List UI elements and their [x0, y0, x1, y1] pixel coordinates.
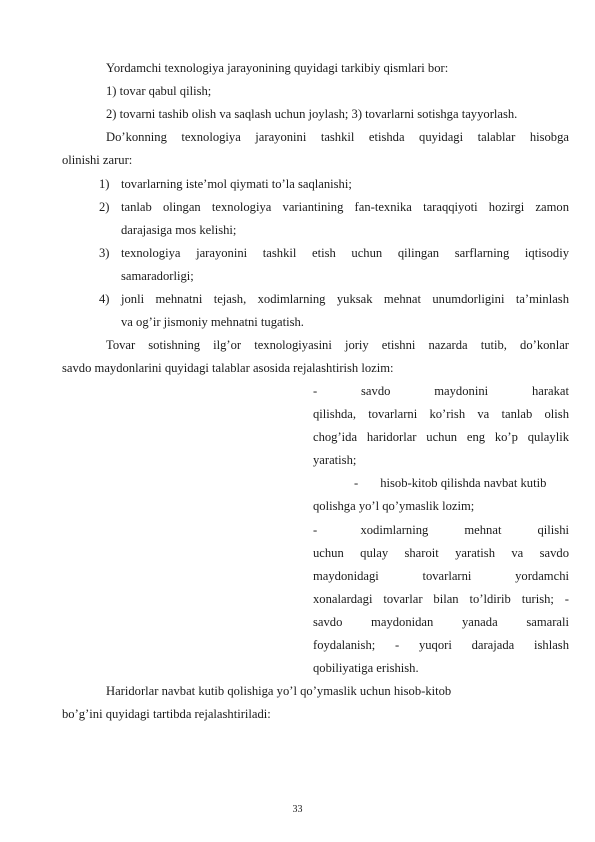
paragraph-line: 1) tovar qabul qilish;: [106, 84, 212, 98]
paragraph-line: bo’g’ini quyidagi tartibda rejalashtiriladi:: [62, 707, 271, 721]
right-column-line: maydonidagi tovarlarni yordamchi: [313, 569, 569, 583]
list-item-line: va og’ir jismoniy mehnatni tugatish.: [121, 315, 304, 329]
right-column-line: xonalardagi tovarlar bilan to’ldirib turish; -: [313, 592, 569, 606]
list-item-line: tovarlarning iste’mol qiymati to’la saqlanishi;: [121, 177, 352, 191]
list-number: 4): [99, 292, 110, 306]
paragraph-line: savdo maydonlarini quyidagi talablar asosida rejalashtirish lozim:: [62, 361, 394, 375]
list-item-line: jonli mehnatni tejash, xodimlarning yuksak mehnat unumdorligini ta’minlash: [121, 292, 569, 306]
right-column-line: foydalanish; - yuqori darajada ishlash: [313, 638, 569, 652]
right-column-line: - xodimlarning mehnat qilishi: [313, 523, 569, 537]
right-column-line: uchun qulay sharoit yaratish va savdo: [313, 546, 569, 560]
paragraph-line: 2) tovarni tashib olish va saqlash uchun joylash; 3) tovarlarni sotishga tayyorlash.: [106, 107, 518, 121]
list-item-line: samaradorligi;: [121, 269, 194, 283]
right-column-line: yaratish;: [313, 453, 357, 467]
right-column-line: qobiliyatiga erishish.: [313, 661, 419, 675]
right-column-line: - hisob-kitob qilishda navbat kutib: [354, 476, 547, 490]
paragraph-line: Do’konning texnologiya jarayonini tashkil etishda quyidagi talablar hisobga: [106, 130, 569, 144]
right-column-line: qolishga yo’l qo’ymaslik lozim;: [313, 499, 475, 513]
list-item-line: tanlab olingan texnologiya variantining fan-texnika taraqqiyoti hozirgi zamon: [121, 200, 569, 214]
paragraph-line: olinishi zarur:: [62, 153, 133, 167]
paragraph-line: Tovar sotishning ilg’or texnologiyasini joriy etishni nazarda tutib, do’konlar: [106, 338, 569, 352]
right-column-line: chog’ida haridorlar uchun eng ko’p qulaylik: [313, 430, 569, 444]
list-item-line: darajasiga mos kelishi;: [121, 223, 237, 237]
page-number: 33: [292, 804, 303, 815]
right-column-line: qilishda, tovarlarni ko’rish va tanlab olish: [313, 407, 569, 421]
list-number: 3): [99, 246, 110, 260]
right-column-line: - savdo maydonini harakat: [313, 384, 569, 398]
list-number: 2): [99, 200, 110, 214]
right-column-line: savdo maydonidan yanada samarali: [313, 615, 569, 629]
list-number: 1): [99, 177, 110, 191]
list-item-line: texnologiya jarayonini tashkil etish uchun qilingan sarflarning iqtisodiy: [121, 246, 569, 260]
paragraph-line: Haridorlar navbat kutib qolishiga yo’l qo’ymaslik uchun hisob-kitob: [106, 684, 452, 698]
paragraph-line: Yordamchi texnologiya jarayonining quyidagi tarkibiy qismlari bor:: [106, 61, 449, 75]
